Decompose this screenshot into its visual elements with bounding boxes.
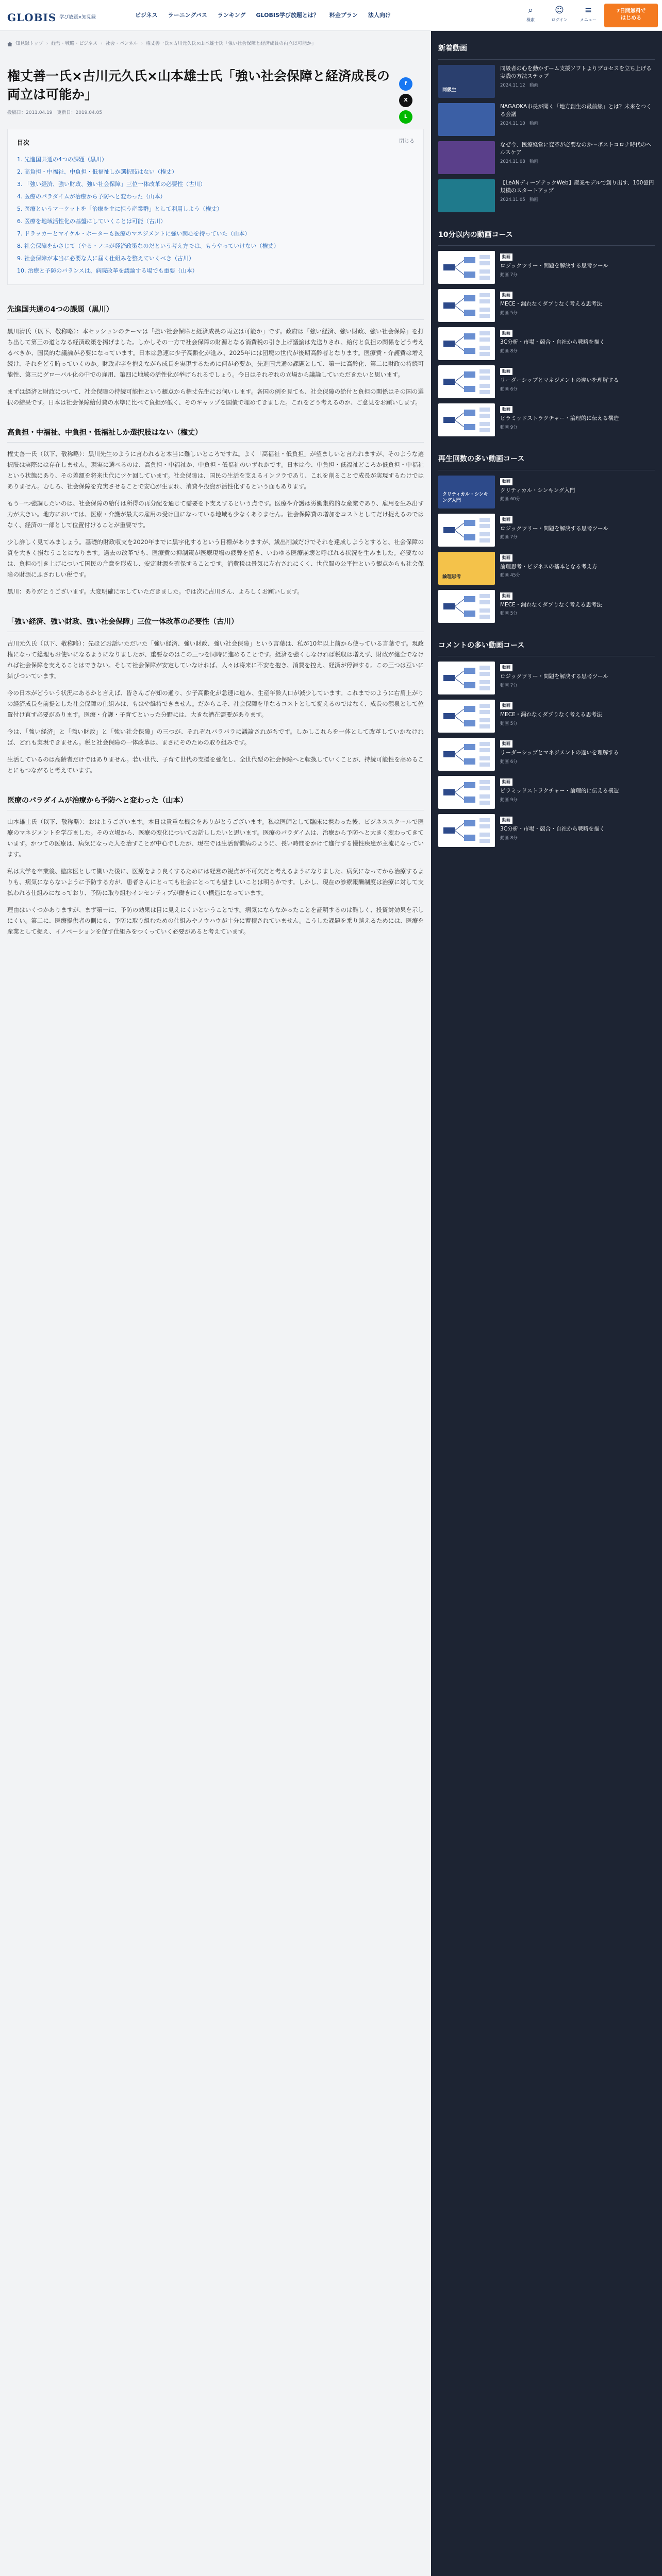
video-thumbnail[interactable] — [438, 403, 495, 436]
breadcrumb — [7, 40, 424, 48]
video-type-badge: 動画 — [500, 478, 512, 485]
video-type-badge: 動画 — [500, 592, 512, 600]
nav-item-business[interactable]: ビジネス — [135, 12, 158, 19]
video-thumbnail[interactable] — [438, 814, 495, 847]
video-card[interactable] — [438, 590, 655, 623]
video-type-badge: 動画 — [500, 368, 512, 375]
video-thumbnail[interactable] — [438, 65, 495, 98]
video-title[interactable]: 同級者の心を動かすーム支援ソフトよりプロセスを立ち上げる実践の方法ステップ — [500, 65, 652, 80]
video-thumbnail[interactable] — [438, 476, 495, 509]
toc-toggle-button[interactable]: 閉じる — [399, 139, 415, 144]
article-meta: 投稿日：2011.04.19 更新日：2019.04.05 — [7, 110, 103, 116]
toc-item[interactable]: 6. 医療を地域活性化の基盤にしていくことは可能（古川） — [17, 218, 166, 225]
video-card-body — [500, 251, 655, 279]
header-icons — [520, 4, 599, 24]
toc-item[interactable]: 10. 治療と予防のバランスは、病院改革を議論する場でも重要（山本） — [17, 267, 198, 274]
diagram-thumbnail-icon — [438, 289, 495, 322]
video-type-badge: 動画 — [500, 330, 512, 337]
thumbnail-caption: 同級生 — [442, 87, 457, 93]
video-card[interactable] — [438, 289, 655, 322]
video-meta: 動画 7分 — [500, 272, 518, 278]
nav-item-about[interactable]: GLOBIS学び放題とは？ — [256, 12, 319, 19]
search-label: 検索 — [526, 18, 535, 22]
diagram-thumbnail-icon — [438, 251, 495, 284]
video-meta: 動画 9分 — [500, 797, 518, 803]
sidebar-section-title: 新着動画 — [438, 39, 655, 60]
video-type-badge: 動画 — [500, 516, 512, 523]
video-card-body — [500, 289, 655, 317]
video-card[interactable] — [438, 514, 655, 547]
diagram-thumbnail-icon — [438, 403, 495, 436]
video-card[interactable] — [438, 700, 655, 733]
paragraph: 生活しているのは高齢者だけではありません。若い世代、子育て世代の支援を強化し、全世代型の社会保障へと転換していくことが、持続可能性を高めることにもつながると考えています。 — [7, 755, 424, 774]
sidebar-section — [438, 39, 655, 212]
article-title: 権丈善一氏×古川元久氏×山本雄士氏「強い社会保障と経済成長の両立は可能か」 — [7, 68, 390, 102]
video-card-body — [500, 776, 655, 804]
breadcrumb-item[interactable]: 知見録トップ — [15, 41, 43, 46]
logo[interactable] — [7, 9, 96, 27]
toc-item[interactable]: 1. 先進国共通の4つの課題（黒川） — [17, 156, 107, 163]
breadcrumb-item[interactable]: 経営・戦略・ビジネス — [51, 41, 98, 46]
video-card-body — [500, 738, 655, 766]
video-meta: 2024.11.10 動画 — [500, 121, 539, 126]
video-thumbnail[interactable] — [438, 103, 495, 136]
video-card[interactable] — [438, 403, 655, 436]
video-meta: 2024.11.05 動画 — [500, 197, 539, 202]
video-meta: 動画 8分 — [500, 835, 518, 841]
video-card-body — [500, 65, 655, 90]
free-trial-button[interactable]: 7日間無料で はじめる — [604, 4, 658, 27]
video-thumbnail[interactable] — [438, 700, 495, 733]
paragraph: 黒川：ありがとうございます。大変明確に示していただきました。では次に古川さん、よろしくお願いします。 — [7, 588, 303, 595]
video-type-badge: 動画 — [500, 292, 512, 299]
paragraph: 今の日本がどういう状況にあるかと言えば、皆さんご存知の通り、少子高齢化が急速に進み、生産年齢人口が減少しています。これまでのように右肩上がりの経済成長を前提とした社会保障の仕組みは、もはや維持できません。だからこそ、社会保障を単なるコストとして捉えるのではなく、成長の源泉として位置付け直す必要があります。医療・介護・子育てといった分野には、大きな潜在需要があります。 — [7, 689, 424, 718]
paragraph: 権丈善一氏（以下、敬称略）：黒川先生のように言われると本当に難しいところですね。よく「高福祉・低負担」が望ましいと言われますが、そのような選択肢は実際には存在しません。現実に選べるのは、高負担・中福祉か、中負担・低福祉のいずれかです。日本は今、中負担・低福祉どころか低負担・中福祉という状態にあり、その差額を将来世代にツケ回しています。社会保障は、国民の生活を支えるインフラであり、これを削ることで成長が実現するわけではありません。むしろ、社会保障を充実させることで安心が生まれ、消費や投資が活性化するという面もあります。 — [7, 450, 424, 490]
nav-item-ranking[interactable]: ランキング — [217, 12, 246, 19]
toc-item[interactable]: 4. 医療のパラダイムが治療から予防へと変わった（山本） — [17, 193, 166, 200]
diagram-thumbnail-icon — [438, 514, 495, 547]
table-of-contents — [7, 129, 424, 285]
video-thumbnail[interactable] — [438, 365, 495, 398]
diagram-thumbnail-icon — [438, 814, 495, 847]
video-title[interactable]: リーダーシップとマネジメントの違いを理解する — [500, 750, 619, 756]
video-title[interactable]: 3C分析・市場・競合・自社から戦略を描く — [500, 826, 605, 832]
breadcrumb-current: 権丈善一氏×古川元久氏×山本雄士氏「強い社会保障と経済成長の両立は可能か」 — [146, 41, 317, 46]
video-card[interactable] — [438, 141, 655, 174]
paragraph: 理由はいくつかありますが、まず第一に、予防の効果は目に見えにくいということです。病気にならなかったことを証明するのは難しく、投資対効果を示しにくい。第二に、医療提供者の側にも、予防に取り組むための仕組みやノウハウが十分に蓄積されていません。こうした課題を乗り越えるためには、医療を産業として捉え、イノベーションを促す仕組みをつくっていく必要があると考えています。 — [7, 906, 424, 935]
video-meta: 動画 5分 — [500, 611, 518, 617]
video-thumbnail[interactable] — [438, 141, 495, 174]
video-meta: 動画 6分 — [500, 759, 518, 765]
home-icon[interactable] — [7, 42, 12, 46]
nav-item-corporate[interactable]: 法人向け — [368, 12, 391, 19]
video-card-body — [500, 365, 655, 394]
video-card-body — [500, 179, 655, 204]
video-title[interactable]: リーダーシップとマネジメントの違いを理解する — [500, 377, 619, 383]
diagram-thumbnail-icon — [438, 700, 495, 733]
video-card[interactable] — [438, 476, 655, 509]
toc-box — [7, 129, 424, 285]
site-header — [0, 0, 662, 31]
video-card[interactable] — [438, 365, 655, 398]
video-title[interactable]: MECE・漏れなくダブりなく考える思考法 — [500, 301, 602, 307]
toc-heading: 目次 — [17, 139, 30, 146]
login-button[interactable] — [549, 4, 570, 24]
article-main — [7, 40, 424, 937]
video-thumbnail[interactable] — [438, 514, 495, 547]
section-heading: 医療のパラダイムが治療から予防へと変わった（山本） — [7, 794, 424, 811]
section-heading: 「強い経済、強い財政、強い社会保障」三位一体改革の必要性（古川） — [7, 616, 424, 632]
video-thumbnail[interactable] — [438, 776, 495, 809]
video-card-body — [500, 103, 655, 128]
share-bar — [399, 77, 412, 124]
paragraph: もう一つ強調したいのは、社会保障の給付は所得の再分配を通じて需要を下支えするという点です。医療や介護は労働集約的な産業であり、雇用を生み出す力が大きい。地方においては、医療・介護が最大の雇用の受け皿になっている地域も少なくありません。社会保障費の増加をコストとしてだけ捉えるのではなく、経済の一部として位置付けることが重要です。 — [7, 500, 424, 529]
thumbnail-caption: クリティカル・シンキング入門 — [442, 492, 488, 503]
nav-item-pricing[interactable]: 料金プラン — [329, 12, 358, 19]
breadcrumb-separator: › — [46, 41, 48, 46]
section-heading: 先進国共通の4つの課題（黒川） — [7, 303, 424, 320]
video-meta: 動画 9分 — [500, 425, 518, 430]
video-card-body — [500, 403, 655, 432]
menu-button[interactable] — [577, 4, 599, 24]
diagram-thumbnail-icon — [438, 776, 495, 809]
video-type-badge: 動画 — [500, 253, 512, 261]
video-card[interactable] — [438, 65, 655, 98]
toc-item[interactable]: 2. 高負担・中福祉、中負担・低福祉しか選択肢はない（権丈） — [17, 168, 177, 175]
video-title[interactable]: MECE・漏れなくダブりなく考える思考法 — [500, 711, 602, 718]
video-title[interactable]: MECE・漏れなくダブりなく考える思考法 — [500, 601, 602, 608]
video-card[interactable] — [438, 103, 655, 136]
video-card-body — [500, 141, 655, 166]
toc-item[interactable]: 7. ドラッカーとマイケル・ポーターも医療のマネジメントに強い関心を持っていた（山本） — [17, 230, 251, 237]
sidebar-section-title: コメントの多い動画コース — [438, 636, 655, 657]
video-meta: 動画 8分 — [500, 348, 518, 354]
search-button[interactable] — [520, 4, 541, 24]
video-card[interactable] — [438, 776, 655, 809]
video-meta: 2024.11.12 動画 — [500, 83, 539, 88]
video-title[interactable]: ロジックツリー・問題を解決する思考ツール — [500, 263, 608, 269]
video-card[interactable] — [438, 179, 655, 212]
video-type-badge: 動画 — [500, 554, 512, 562]
breadcrumb-item[interactable]: 社会・パンネル — [105, 41, 138, 46]
paragraph: 今は、「強い経済」と「強い財政」と「強い社会保障」の三つが、それぞれバラバラに議論されがちです。しかしこれらを一体として改革していかなければ、どれも実現できません。税と社会保障の一体改革は、まさにそのための取り組みです。 — [7, 727, 424, 746]
video-title[interactable]: ロジックツリー・問題を解決する思考ツール — [500, 673, 608, 680]
video-thumbnail[interactable] — [438, 552, 495, 585]
video-title[interactable]: ロジックツリー・問題を解決する思考ツール — [500, 525, 608, 532]
main-nav — [135, 0, 391, 31]
video-card-body — [500, 814, 655, 842]
paragraph: 古川元久氏（以下、敬称略）：先ほどお話いただいた「強い経済、強い財政、強い社会保障」という言葉は、私が10年以上前から使っている言葉です。現政権になって総理もお使いになるようになりましたが、重要なのはこの三つを同時に進めることです。経済を強くしなければ税収は増えず、財政が健全でなければ社会保障を支えることはできない。そして社会保障が安定していなければ、人々は将来に不安を抱き、消費を控え、経済が停滞する。この三つは互いに結びついています。 — [7, 639, 424, 680]
breadcrumb-separator: › — [141, 41, 143, 46]
video-meta: 動画 7分 — [500, 683, 518, 688]
video-card[interactable] — [438, 662, 655, 694]
menu-label: メニュー — [580, 18, 597, 22]
diagram-thumbnail-icon — [438, 327, 495, 360]
video-card-body — [500, 327, 655, 355]
thumbnail-caption: 論理思考 — [442, 574, 461, 580]
video-thumbnail[interactable] — [438, 662, 495, 694]
video-thumbnail[interactable] — [438, 590, 495, 623]
diagram-thumbnail-icon — [438, 738, 495, 771]
video-card-body — [500, 662, 655, 690]
sidebar-section-title: 再生回数の多い動画コース — [438, 450, 655, 470]
video-meta: 動画 45分 — [500, 573, 521, 579]
sidebar-section — [438, 636, 655, 848]
paragraph: 少し詳しく見てみましょう。基礎的財政収支を2020年までに黒字化するという目標がありますが、歳出削減だけでそれを達成しようとすると、社会保障の質を大きく損なうことになります。過去の改革でも、医療費の抑制策が医療現場の疲弊を招き、いわゆる医療崩壊と呼ばれる状況を生みました。必要なのは、負担の引き上げについて国民の合意を形成し、安定財源を確保することです。消費税は景気に左右されにくく、世代間の公平性という観点からも社会保障の財源にふさわしい税です。 — [7, 538, 424, 578]
video-card[interactable] — [438, 552, 655, 585]
video-thumbnail[interactable] — [438, 327, 495, 360]
line-share-icon[interactable]: L — [399, 110, 412, 124]
video-title[interactable]: なぜ今、医療経営に変革が必要なのか〜ポストコロナ時代のヘルスケア — [500, 141, 652, 156]
x-share-icon[interactable]: X — [399, 94, 412, 107]
toc-list — [17, 154, 414, 277]
diagram-thumbnail-icon — [438, 365, 495, 398]
video-type-badge: 動画 — [500, 406, 512, 413]
paragraph: 山本雄士氏（以下、敬称略）：おはようございます。本日は貴重な機会をありがとうございます。私は医師として臨床に携わった後、ビジネススクールで医療のマネジメントを学びました。その立場から、医療の変化についてお話ししたいと思います。医療のパラダイムは、治療から予防へと大きく変わってきています。かつての医療は、病気になった人を治すことが中心でしたが、現在では生活習慣病のように、長い時間をかけて進行する慢性疾患が主流になっています。 — [7, 818, 424, 858]
video-meta: 動画 5分 — [500, 721, 518, 726]
paragraph: 私は大学を卒業後、臨床医として働いた後に、医療をより良くするためには経営の視点が不可欠だと考えるようになりました。病気になってから治療するよりも、病気にならないように予防する方が、患者さんにとっても社会にとっても望ましいことは明らかです。しかし、現在の診療報酬制度は治療に対して支払われる仕組みになっており、予防に取り組むインセンティブが働きにくい構造になっています。 — [7, 868, 424, 896]
menu-icon: ≡ — [584, 5, 592, 15]
paragraph: 黒川清氏（以下、敬称略）：本セッションのテーマは「強い社会保障と経済成長の両立は可能か」です。政府は「強い経済、強い財政、強い社会保障」を打ち出して第三の道となる経済政策を掲げました。しかしその一方で社会保障の財源となる消費税の引き上げ議論は先送りされ、給付と負担の関係をどう考えるべきか、国民的な議論が必要になっています。日本は急速に少子高齢化が進み、2025年には団塊の世代が後期高齢者となります。医療費・介護費は増え続け、それをどう賄っていくのか。財政赤字を抱えながら成長を実現するために何が必要か。先進国共通の課題として、第一に高齢化、第二に財政の持続可能性、第三にグローバル化の中での雇用、第四に地域の活性化が挙げられるでしょう。今日はそれぞれの立場から議論していただきたいと思います。 — [7, 327, 424, 378]
sidebar — [431, 31, 662, 2576]
video-meta: 動画 5分 — [500, 310, 518, 316]
video-thumbnail[interactable] — [438, 738, 495, 771]
breadcrumb-separator: › — [101, 41, 103, 46]
video-title[interactable]: クリティカル・シンキング入門 — [500, 487, 575, 494]
video-card[interactable] — [438, 251, 655, 284]
video-card[interactable] — [438, 327, 655, 360]
toc-item[interactable]: 8. 社会保障をかさじて（やる・ノニが経済政策なのだという考え方では、もうやっていけない（権丈） — [17, 243, 279, 249]
video-card-body — [500, 590, 655, 618]
video-card[interactable] — [438, 814, 655, 847]
login-label: ログイン — [551, 18, 568, 22]
video-meta: 動画 6分 — [500, 386, 518, 392]
video-thumbnail[interactable] — [438, 251, 495, 284]
section-heading: 高負担・中福祉、中負担・低福祉しか選択肢はない（権丈） — [7, 427, 424, 443]
video-type-badge: 動画 — [500, 740, 512, 748]
diagram-thumbnail-icon — [438, 662, 495, 694]
video-thumbnail[interactable] — [438, 179, 495, 212]
video-card-body — [500, 700, 655, 728]
nav-item-learning-path[interactable]: ラーニングパス — [168, 12, 207, 19]
video-type-badge: 動画 — [500, 817, 512, 824]
video-type-badge: 動画 — [500, 702, 512, 709]
sidebar-section — [438, 226, 655, 437]
video-title[interactable]: 論理思考・ビジネスの基本となる考え方 — [500, 563, 598, 570]
video-type-badge: 動画 — [500, 664, 512, 671]
user-icon: ☺ — [555, 5, 564, 15]
video-meta: 動画 60分 — [500, 497, 521, 502]
video-title[interactable]: 3C分析・市場・競合・自社から戦略を描く — [500, 339, 605, 345]
video-card[interactable] — [438, 738, 655, 771]
video-title[interactable]: 【LeANディープテックWeb】産業モデルで創り出す、100億円規模のスタートアップ — [500, 179, 654, 194]
video-title[interactable]: NAGAOKA市長が聞く「地方創生の最前線」とは？未来をつくる会議 — [500, 103, 652, 118]
toc-item[interactable]: 9. 社会保障が本当に必要な人に届く仕組みを整えていくべき（古川） — [17, 255, 194, 262]
article-body — [7, 303, 424, 937]
video-title[interactable]: ピラミッドストラクチャー・論理的に伝える構造 — [500, 788, 619, 794]
search-icon: ⌕ — [528, 5, 533, 15]
video-card-body — [500, 476, 655, 504]
logo-subtitle: 学び放題×知見録 — [59, 14, 96, 20]
facebook-share-icon[interactable]: f — [399, 77, 412, 91]
video-meta: 2024.11.08 動画 — [500, 159, 539, 164]
video-title[interactable]: ピラミッドストラクチャー・論理的に伝える構造 — [500, 415, 619, 421]
video-card-body — [500, 514, 655, 542]
toc-item[interactable]: 5. 医療というマーケットを「治療を主に担う産業群」として利用しよう（権丈） — [17, 206, 223, 212]
video-thumbnail[interactable] — [438, 289, 495, 322]
video-card-body — [500, 552, 655, 580]
video-type-badge: 動画 — [500, 778, 512, 786]
video-meta: 動画 7分 — [500, 535, 518, 540]
sidebar-section — [438, 450, 655, 623]
paragraph: まずは経済と財政について、社会保障の持続可能性という観点から権丈先生にお伺いします。各国の例を見ても、社会保障の給付と負担の関係はその国の選択の結果です。日本は社会保障給付費の水準に比べて負担が低く、そのギャップを国債で埋めてきました。これをどう考えるのか、ご意見をお願いします。 — [7, 387, 424, 406]
logo-mark: GLOBIS — [7, 11, 57, 24]
sidebar-section-title: 10分以内の動画コース — [438, 226, 655, 246]
diagram-thumbnail-icon — [438, 590, 495, 623]
toc-item[interactable]: 3. 「強い経済、強い財政、強い社会保障」三位一体改革の必要性（古川） — [17, 181, 206, 188]
